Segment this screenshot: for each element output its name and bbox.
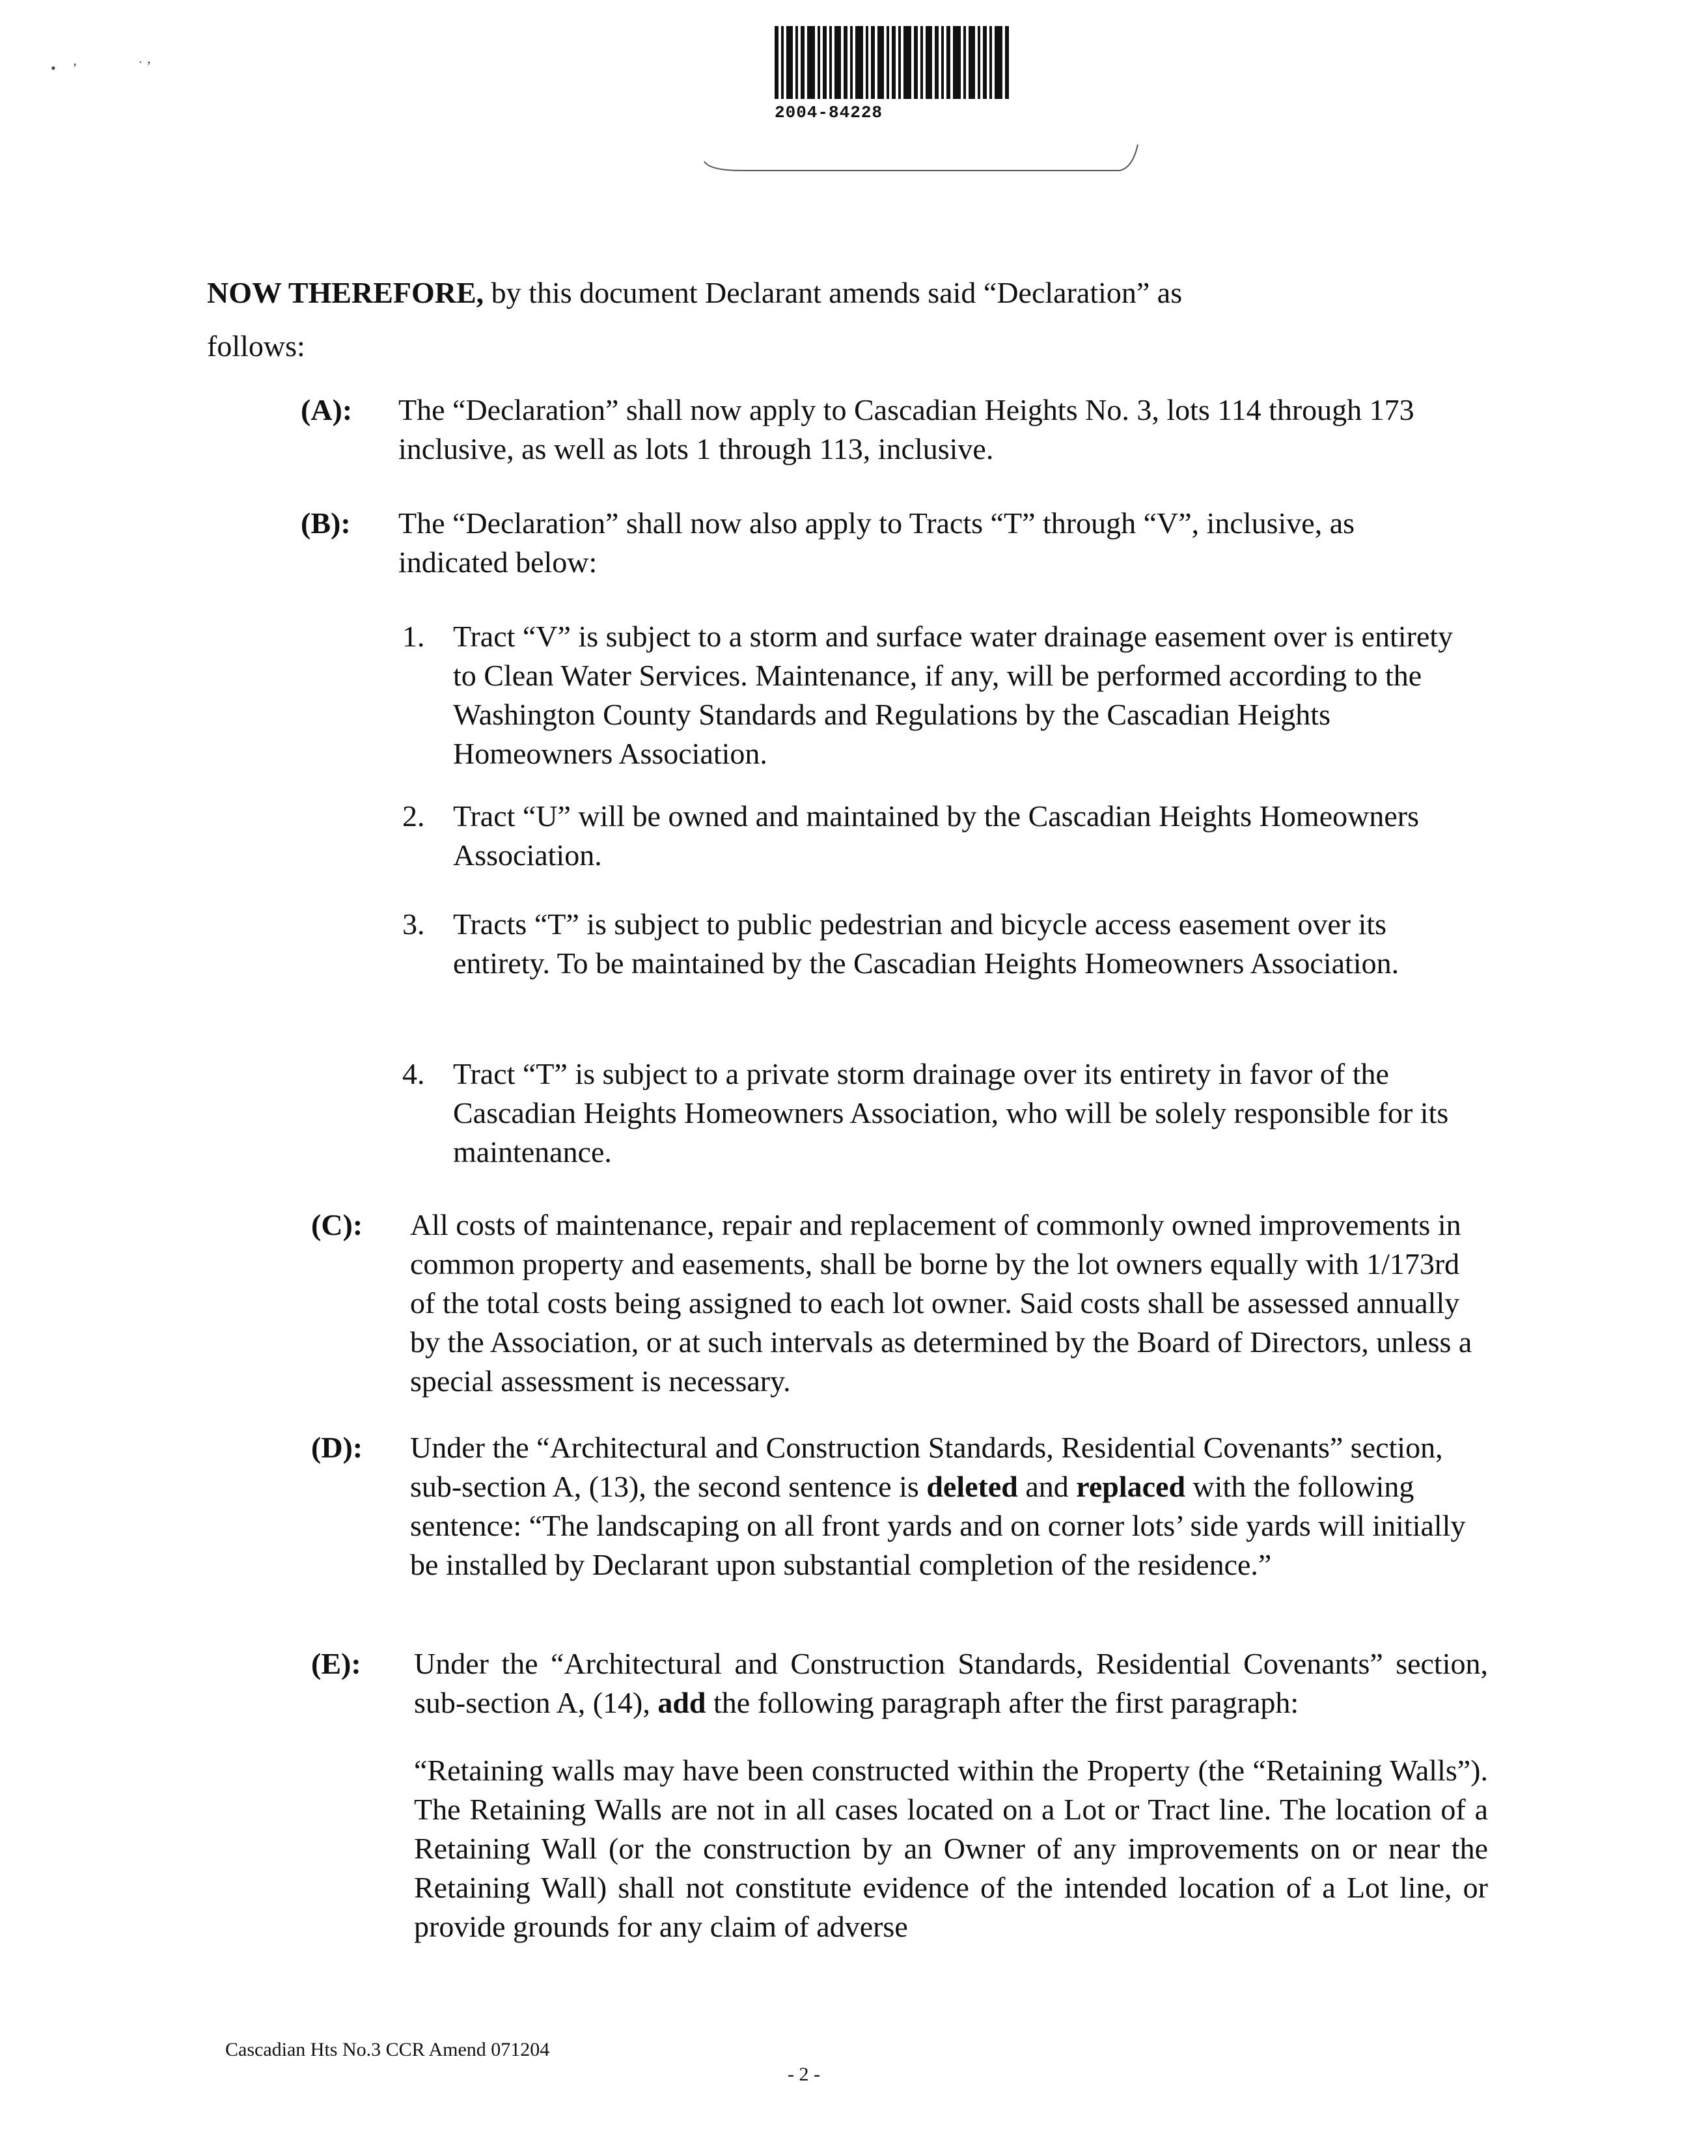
tract-item-text: Tract “V” is subject to a storm and surface water drainage easement over is entirety to Clean Water Services. Maintenance, if any, will be performed according to the Washington County Standards and Regulations by the Cascadian Heights Homeowners Association. (453, 620, 1453, 770)
tract-item-number: 2. (402, 799, 425, 833)
barcode-bar (829, 26, 832, 99)
barcode-bar (989, 26, 992, 99)
barcode-bar (978, 26, 980, 99)
section-e-text (414, 1644, 1488, 1722)
barcode-bar (850, 26, 853, 99)
section-d-text-1: Under the “Architectural and Construction Standards, Residential Covenants” section, sub-section A, (13), the second sentence is (410, 1431, 1443, 1503)
barcode-icon (775, 26, 1068, 99)
barcode-bar (807, 26, 815, 99)
retaining-walls-paragraph: “Retaining walls may have been constructed within the Property (the “Retaining Walls”). The Retaining Walls are not in all cases located on a Lot or Tract line. The location of a Retaining Wall (or the construction by an Owner of any improvements on or near the Retaining Wall) shall not constitute evidence of the intended location of a Lot line, or provide grounds for any claim of adverse (414, 1754, 1488, 1943)
barcode-bar (920, 26, 923, 99)
section-d-text (410, 1428, 1484, 1584)
tract-item-text: Tract “U” will be owned and maintained by the Cascadian Heights Homeowners Association. (453, 799, 1419, 872)
barcode-bar (1005, 26, 1009, 99)
barcode-bar (786, 26, 793, 99)
scan-specks: • ’ (51, 60, 84, 76)
intro-paragraph (207, 273, 1444, 312)
section-c-label: (C): (311, 1208, 363, 1241)
barcode-bar (995, 26, 1002, 99)
intro-lead-bold: NOW THEREFORE, (207, 276, 484, 309)
section-e-text-2: the following paragraph after the first paragraph: (706, 1686, 1299, 1719)
tract-item-number: 3. (402, 907, 425, 941)
barcode-bar (818, 26, 820, 99)
barcode-bar (941, 26, 944, 99)
intro-lead-text: by this document Declarant amends said “Declaration” as (484, 276, 1183, 309)
tract-item-number: 4. (402, 1057, 425, 1090)
barcode-bar (892, 26, 896, 99)
page-number: - 2 - (788, 2064, 820, 2085)
barcode-bar (801, 26, 805, 99)
section-e-text-1: Under the “Architectural and Construction Standards, Residential Covenants” section, sub-section A, (14), (414, 1647, 1488, 1719)
tract-item-text: Tracts “T” is subject to public pedestrian and bicycle access easement over its entirety. To be maintained by the Cascadian Heights Homeowners Association. (453, 907, 1399, 980)
barcode-bar (866, 26, 868, 99)
barcode-bar (844, 26, 847, 99)
barcode-bar (983, 26, 987, 99)
barcode-bar (946, 26, 950, 99)
barcode-bar (871, 26, 875, 99)
barcode-bar (775, 26, 778, 99)
footer-doc-ref: Cascadian Hts No.3 CCR Amend 071204 (225, 2039, 550, 2060)
section-d-bold-deleted: deleted (926, 1470, 1018, 1503)
section-a-label: (A): (301, 393, 353, 426)
barcode-bar (855, 26, 863, 99)
document-number: 2004-84228 (775, 103, 883, 122)
section-d-text-2: and (1017, 1470, 1077, 1503)
barcode-bar (926, 26, 932, 99)
barcode-bar (903, 26, 911, 99)
barcode-bar (914, 26, 918, 99)
barcode-bar (963, 26, 966, 99)
barcode-bar (969, 26, 975, 99)
barcode-bar (795, 26, 798, 99)
intro-line-2: follows: (207, 329, 305, 363)
tract-item-text: Tract “T” is subject to a private storm drainage over its entirety in favor of the Cascadian Heights Homeowners Association, who will be solely responsible for its maintenance. (453, 1057, 1449, 1168)
barcode-bar (834, 26, 841, 99)
section-d-label: (D): (311, 1431, 363, 1464)
section-c-text: All costs of maintenance, repair and replacement of commonly owned improvements in common property and easements, shall be borne by the lot owners equally with 1/173rd of the total costs being assigned to each lot owner. Said costs shall be assessed annually by the Association, or at such intervals as determined by the Board of Directors, unless a special assessment is necessary. (410, 1208, 1472, 1398)
section-d-bold-replaced: replaced (1076, 1470, 1186, 1503)
section-e-bold-add: add (657, 1686, 706, 1719)
recording-barcode (775, 26, 1068, 122)
barcode-bar (953, 26, 961, 99)
barcode-bar (877, 26, 884, 99)
section-d-text-3: with the following sentence: “The landscaping on all front yards and on corner lots’ side yards will initially be installed by Declarant upon substantial completion of the residence.” (410, 1470, 1466, 1581)
barcode-bar (935, 26, 939, 99)
section-e-label: (E): (311, 1647, 361, 1680)
barcode-bar (823, 26, 827, 99)
section-b-text: The “Declaration” shall now also apply to Tracts “T” through “V”, inclusive, as indicated below: (398, 506, 1355, 579)
barcode-bar (898, 26, 901, 99)
section-a-text: The “Declaration” shall now apply to Cascadian Heights No. 3, lots 114 through 173 inclusive, as well as lots 1 through 113, inclusive. (398, 393, 1414, 465)
tract-item-number: 1. (402, 620, 425, 653)
section-b-label: (B): (301, 506, 351, 540)
stamp-line (703, 142, 1139, 172)
barcode-bar (887, 26, 889, 99)
barcode-bar (781, 26, 784, 99)
scan-specks-2: ˙ ’ (138, 58, 152, 74)
